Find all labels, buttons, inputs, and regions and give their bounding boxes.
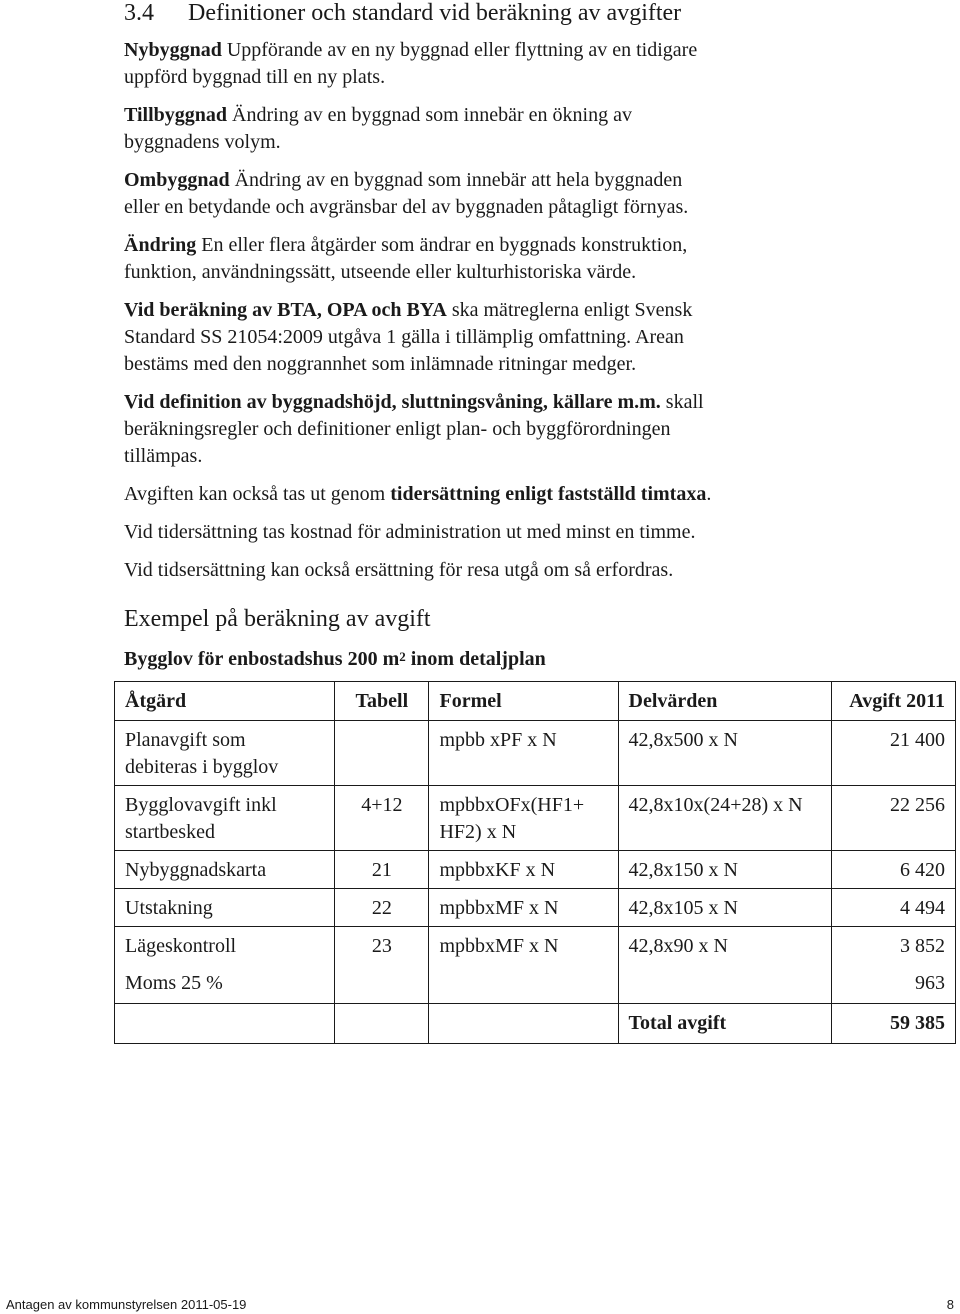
def-text: Avgiften kan också tas ut genom xyxy=(124,483,391,505)
def-tidersattning xyxy=(124,481,764,508)
def-term: Tillbyggnad xyxy=(124,104,228,126)
cell-formel: mpbbxMF x N xyxy=(429,889,618,927)
column-header: Åtgärd xyxy=(115,682,335,721)
cell-avgift: 4 494 xyxy=(832,889,956,927)
def-text: byggnadens volym. xyxy=(124,131,281,153)
def-andring xyxy=(124,232,764,286)
def-text: ska mätreglerna enligt Svensk xyxy=(446,299,693,321)
total-value: 59 385 xyxy=(832,1004,956,1044)
def-text: Standard SS 21054:2009 utgåva 1 gälla i tillämplig omfattning. Arean xyxy=(124,326,684,348)
def-text: bestäms med den noggrannhet som inlämnade ritningar medger. xyxy=(124,353,637,375)
def-term: Ombyggnad xyxy=(124,169,230,191)
def-text: tillämpas. xyxy=(124,445,203,467)
def-text: eller en betydande och avgränsbar del av byggnaden påtagligt förnyas. xyxy=(124,196,689,218)
cell-tabell xyxy=(335,721,429,786)
cell-delvarde: 42,8x10x(24+28) x N xyxy=(618,786,832,851)
def-text: uppförd byggnad till en ny plats. xyxy=(124,66,386,88)
def-text: beräkningsregler och definitioner enligt plan- och byggförordningen xyxy=(124,418,671,440)
footer-approval-text: Antagen av kommunstyrelsen 2011-05-19 xyxy=(6,1297,247,1312)
cell-delvarde: 42,8x500 x N xyxy=(618,721,832,786)
cell-formel: mpbbxOFx(HF1+ HF2) x N xyxy=(429,786,618,851)
def-text: funktion, användningssätt, utseende eller kulturhistoriska värde. xyxy=(124,261,637,283)
cell-formel: mpbb xPF x N xyxy=(429,721,618,786)
column-header: Tabell xyxy=(335,682,429,721)
def-nybyggnad xyxy=(124,37,764,91)
def-text: Vid tidsersättning kan också ersättning för resa utgå om så erfordras. xyxy=(124,559,674,581)
def-term: Vid beräkning av BTA, OPA och BYA xyxy=(124,299,447,321)
cell-avgift: 3 852 963 xyxy=(832,927,956,1004)
section-number: 3.4 xyxy=(124,0,154,26)
def-text: Ändring av en byggnad som innebär att hela byggnaden xyxy=(229,169,683,191)
cell-atgard: Planavgift som debiteras i bygglov xyxy=(115,721,335,786)
def-text: . xyxy=(706,483,712,505)
def-text: En eller flera åtgärder som ändrar en byggnads konstruktion, xyxy=(196,234,688,256)
cell-empty xyxy=(335,1004,429,1044)
example-subtitle xyxy=(124,645,546,673)
column-header: Delvärden xyxy=(618,682,832,721)
table-row xyxy=(115,889,956,927)
def-admin xyxy=(124,519,764,546)
section-title: Definitioner och standard vid beräkning av avgifter xyxy=(188,0,682,26)
table-total-row xyxy=(115,1004,956,1044)
column-header: Formel xyxy=(429,682,618,721)
cell-avgift: 6 420 xyxy=(832,851,956,889)
cell-atgard: Utstakning xyxy=(115,889,335,927)
def-bta xyxy=(124,297,764,378)
page-number: 8 xyxy=(946,1297,954,1312)
cell-avgift: 21 400 xyxy=(832,721,956,786)
table-row xyxy=(115,851,956,889)
cell-empty xyxy=(429,1004,618,1044)
cell-atgard: Lägeskontroll Moms 25 % xyxy=(115,927,335,1004)
subtitle-text: inom detaljplan xyxy=(405,648,546,670)
cell-delvarde: 42,8x150 x N xyxy=(618,851,832,889)
total-label: Total avgift xyxy=(618,1004,832,1044)
subtitle-text: Bygglov för enbostadshus 200 m xyxy=(124,648,400,670)
table-header-row xyxy=(115,682,956,721)
cell-empty xyxy=(115,1004,335,1044)
def-ombyggnad xyxy=(124,167,764,221)
def-hojd xyxy=(124,389,764,470)
cell-avgift: 22 256 xyxy=(832,786,956,851)
def-term: tidersättning enligt fastställd timtaxa xyxy=(390,483,707,505)
cell-delvarde: 42,8x105 x N xyxy=(618,889,832,927)
cell-tabell: 22 xyxy=(335,889,429,927)
fee-table xyxy=(114,681,956,1044)
def-resa xyxy=(124,557,764,584)
def-text: Uppförande av en ny byggnad eller flyttning av en tidigare xyxy=(221,39,698,61)
def-tillbyggnad xyxy=(124,102,764,156)
cell-tabell: 23 xyxy=(335,927,429,1004)
cell-delvarde: 42,8x90 x N xyxy=(618,927,832,1004)
cell-atgard: Bygglovavgift inkl startbesked xyxy=(115,786,335,851)
cell-tabell: 4+12 xyxy=(335,786,429,851)
example-title: Exempel på beräkning av avgift xyxy=(124,606,431,632)
def-text: skall xyxy=(660,391,704,413)
def-term: Vid definition av byggnadshöjd, sluttningsvåning, källare m.m. xyxy=(124,391,661,413)
cell-formel: mpbbxMF x N xyxy=(429,927,618,1004)
def-term: Nybyggnad xyxy=(124,39,222,61)
def-term: Ändring xyxy=(124,234,197,256)
def-text: Ändring av en byggnad som innebär en ökning av xyxy=(227,104,632,126)
cell-formel: mpbbxKF x N xyxy=(429,851,618,889)
table-row xyxy=(115,786,956,851)
table-row xyxy=(115,927,956,1004)
table-row xyxy=(115,721,956,786)
subtitle-sup: 2 xyxy=(399,649,406,664)
column-header: Avgift 2011 xyxy=(832,682,956,721)
def-text: Vid tidersättning tas kostnad för administration ut med minst en timme. xyxy=(124,521,696,543)
cell-atgard: Nybyggnadskarta xyxy=(115,851,335,889)
cell-tabell: 21 xyxy=(335,851,429,889)
